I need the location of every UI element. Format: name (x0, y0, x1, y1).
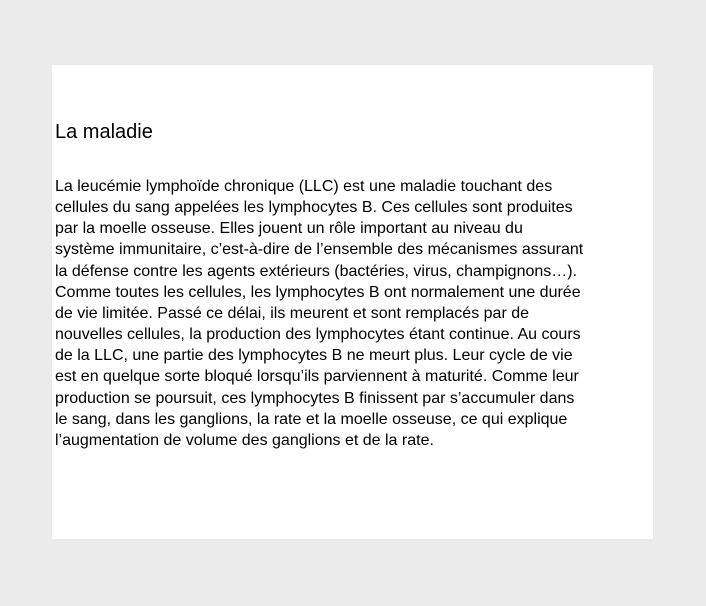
paragraph-line: de la LLC, une partie des lymphocytes B ne meurt plus. Leur cycle de vie (55, 347, 573, 365)
paragraph-line: est en quelque sorte bloqué lorsqu’ils parviennent à maturité. Comme leur (55, 368, 579, 386)
paragraph-line: production se poursuit, ces lymphocytes B finissent par s’accumuler dans (55, 389, 575, 407)
paragraph-line: nouvelles cellules, la production des lymphocytes étant continue. Au cours (55, 326, 581, 344)
paragraph-line: de vie limitée. Passé ce délai, ils meurent et sont remplacés par de (55, 304, 530, 322)
paragraph-line: la défense contre les agents extérieurs (bactéries, virus, champignons…). (55, 262, 578, 280)
section-paragraph (55, 176, 583, 451)
content-card (52, 65, 653, 539)
paragraph-line: par la moelle osseuse. Elles jouent un rôle important au niveau du (55, 220, 523, 238)
paragraph-line: système immunitaire, c’est-à-dire de l’ensemble des mécanismes assurant (55, 241, 584, 259)
paragraph-line: La leucémie lymphoïde chronique (LLC) est une maladie touchant des (55, 178, 553, 195)
section-title: La maladie (55, 121, 153, 143)
paragraph-line: l’augmentation de volume des ganglions et de la rate. (55, 431, 434, 449)
paragraph-line: cellules du sang appelées les lymphocytes B. Ces cellules sont produites (55, 199, 573, 217)
paragraph-line: Comme toutes les cellules, les lymphocytes B ont normalement une durée (55, 283, 581, 301)
paragraph-line: le sang, dans les ganglions, la rate et la moelle osseuse, ce qui explique (55, 410, 568, 428)
